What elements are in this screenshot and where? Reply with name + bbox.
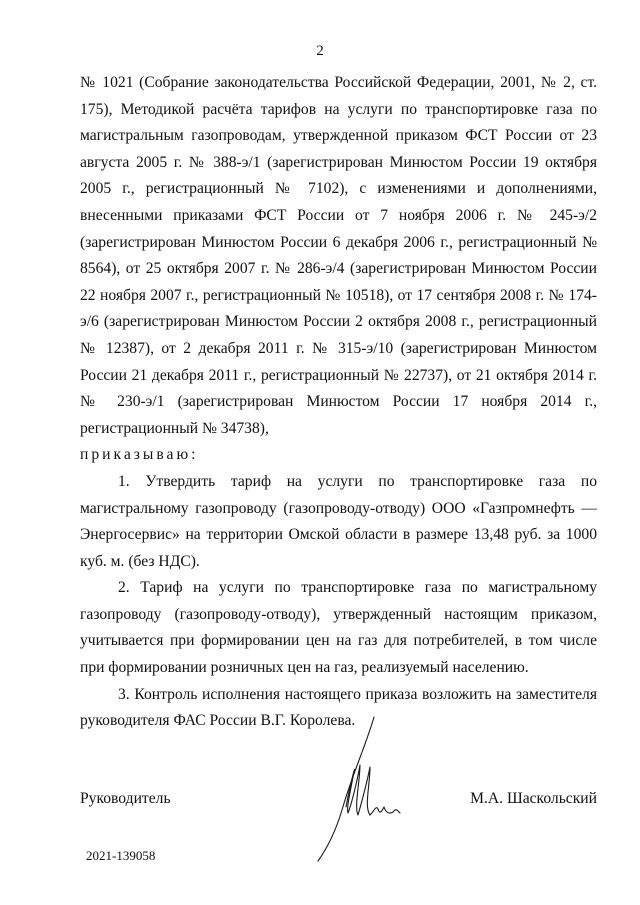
order-item-2: 2. Тариф на услуги по транспортировке газа по магистральному газопроводу (газопроводу-отводу), утвержденный настоящим приказом, учитывается при формировании цен на газ для потребителей, в том числе при формировании розничных цен на газ, реализуемый населению. [80,579,597,677]
page-number: 2 [316,43,324,59]
order-item-3: 3. Контроль исполнения настоящего приказа возложить на заместителя руководителя ФАС России В.Г. Королева. [80,685,597,730]
signatory-title: Руководитель [80,790,171,807]
order-keyword: приказываю: [80,446,199,464]
document-number: 2021-139058 [86,848,156,863]
document-body [80,70,597,735]
handwritten-signature [312,715,412,865]
preamble-paragraph: № 1021 (Собрание законодательства Российской Федерации, 2001, № 2, ст. 175), Методикой расчёта тарифов на услуги по транспортировке газа по магистральным газопроводам, утвержденной приказом ФСТ России от 23 августа 2005 г. № 388-э/1 (зарегистрирован Минюстом России 19 октября 2005 г., регистрационный № 7102), с изменениями и дополнениями, внесенными приказами ФСТ России от 7 ноября 2006 г. № 245-э/2 (зарегистрирован Минюстом России 6 декабря 2006 г., регистрационный № 8564), от 25 октября 2007 г. № 286-э/4 (зарегистрирован Минюстом России 22 ноября 2007 г., регистрационный № 10518), от 17 сентября 2008 г. № 174-э/6 (зарегистрирован Минюстом России 2 октября 2008 г., регистрационный № 12387), от 2 декабря 2011 г. № 315-э/10 (зарегистрирован Минюстом России 21 декабря 2011 г., регистрационный № 22737), от 21 октября 2014 г. № 230-э/1 (зарегистрирован Минюстом России 17 ноября 2014 г., регистрационный № 34738), [80,74,597,437]
order-item-1: 1. Утвердить тариф на услуги по транспортировке газа по магистральному газопроводу (газопроводу-отводу) ООО «Газпромнефть — Энергосервис» на территории Омской области в размере 13,48 руб. за 1000 куб. м. (без НДС). [80,472,597,570]
signatory-name: М.А. Шаскольский [470,790,597,807]
